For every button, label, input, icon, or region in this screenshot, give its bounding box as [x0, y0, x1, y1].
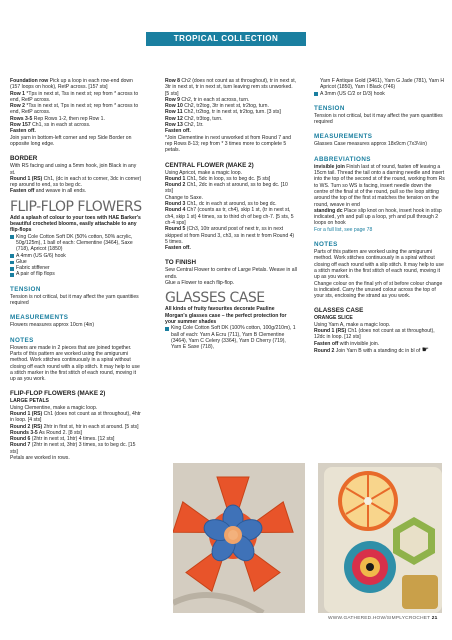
pattern-row: Round 3 Ch1, dc in each st around, ss to beg dc. [165, 201, 277, 208]
pattern-row: Fasten off and weave in all ends. [10, 188, 87, 195]
flower-photo [173, 463, 305, 613]
central-flower-heading: CENTRAL FLOWER (MAKE 2) [165, 161, 254, 169]
materials-continued: Yarn F Antique Gold (3461), Yarn G Jade (781), Yarn H Apricot (1850), Yarn I Black (746) [320, 78, 445, 91]
notes-heading: NOTES [314, 241, 338, 249]
border-heading: BORDER [10, 155, 38, 163]
glasses-case-photo [318, 463, 442, 613]
pattern-row: Using Apricot, make a magic loop. [165, 169, 243, 176]
list-item: A 3mm (US C/2 or D/3) hook [314, 91, 446, 97]
full-list-link[interactable]: For a full list, see page 78 [314, 226, 373, 233]
glasses-case-heading: GLASSES CASE [314, 307, 364, 315]
footer-site[interactable]: WWW.GATHERED.HOW/SIMPLYCROCHET [328, 616, 431, 621]
pattern-row: Row 13 Ch2, 1tr. [165, 122, 204, 129]
measurements-text: Glasses Case measures approx 18x9cm (7x3½in) [314, 141, 427, 148]
notes-text: Flowers are made in 2 pieces that are joined together. [10, 344, 132, 351]
pattern-row: *Join Clementine in next unworked st from Round 7 and rep Rows 8-13; rep from * 3 times more to complete 5 petals. [165, 134, 291, 154]
pattern-row: Fasten off with invisible join. [314, 340, 380, 347]
pattern-row: Round 1 (RS) Ch1, (dc in each st to corner, 3dc in corner) rep around to end, ss to beg dc. [10, 175, 142, 189]
glasses-case-intro: All kinds of fruity favourites decorate Pauline Morgan's glasses case – the perfect protection for your summer shades [165, 306, 287, 325]
finish-text: Sew Central Flower to centre of Large Petals. Weave in all ends. [165, 267, 297, 280]
finish-heading: TO FINISH [165, 259, 197, 267]
flip-flop-intro: Add a splash of colour to your toes with HAE Barker's beautiful crocheted blooms, easily attachable to any flip-flops [10, 214, 141, 234]
materials-list [10, 234, 142, 278]
finish-text: Glue a Flower to each flip-flop. [165, 280, 235, 287]
pattern-row: Using Clementine, make a magic loop. [10, 404, 98, 411]
continue-arrow-icon: ☛ [421, 344, 429, 354]
glasses-case-title: GLASSES CASE [165, 290, 265, 307]
notes-text: Parts of this pattern are worked using the amigurumi method. Work stitches continuously in a spiral without closing off each round with a slip stitch. It may help to use a stitch marker in the first stitch of each round, moving it up as you work. [10, 350, 140, 383]
large-petals-heading: LARGE PETALS [10, 398, 49, 405]
column-left [10, 78, 142, 461]
orange-slice-heading: ORANGE SLICE [314, 315, 353, 322]
pattern-row: Rows 3-5 Rep Rows 1-2, then rep Row 1. [10, 115, 105, 122]
crochet-flower-image [173, 463, 305, 613]
pattern-row: Petals are worked in rows. [10, 455, 70, 462]
tension-text: Tension is not critical, but it may affect the yarn quantities required [314, 112, 443, 126]
crochet-glasses-case-image [318, 463, 442, 613]
make-heading: FLIP-FLOP FLOWERS (MAKE 2) [10, 390, 106, 398]
pattern-row: Round 5 (Ch3, 10tr around post of next tr, ss in next skipped st from Round 3, ch3, ss in next tr from Round 4) 5 times. [165, 226, 295, 245]
pattern-row: Row 10 Ch2, tr2tog, 3tr in next st, tr2tog, turn. [165, 103, 269, 110]
materials-list [165, 325, 297, 350]
pattern-row: Round 1 Ch1, 5dc in loop, ss to beg dc. [5 sts] [165, 175, 271, 182]
page-number: 21 [431, 616, 438, 621]
pattern-row: Round 7 (2htr in next st, 3htr) 3 times, ss to beg dc. [15 sts] [10, 442, 136, 455]
pattern-row: Round 2 Join Yarn B with a standing dc in bl of ☛ [314, 344, 429, 354]
pattern-row: Rounds 3-5 As Round 2. [8 sts] [10, 429, 82, 436]
abbreviation-entry: standing dc Place slip knot on hook, insert hook in st/sp indicated, yrh and pull up a loop, yrh and pull through 2 loops on hook [314, 207, 442, 227]
pattern-row: Using Yarn A, make a magic loop. [314, 321, 391, 328]
pattern-row: Fasten off. [165, 245, 191, 252]
measurements-text: Flowers measures approx 10cm (4in) [10, 322, 95, 329]
list-item: King Cole Cotton Soft DK (50% cotton, 50% acrylic, 50g/125m), 1 ball of each: Clementine (3464), Saxe (718), Apricot (1850) [10, 234, 142, 253]
pattern-row: Round 2 (RS) 2htr in first st, htr in each st around. [5 sts] [10, 423, 139, 430]
list-item: A pair of flip flops [10, 271, 142, 277]
pattern-row: Row 8 Ch2 (does not count as st throughout), tr in next st, 3tr in next st, tr in next st, turn leaving rem sts unworked. [5 sts] [165, 78, 297, 97]
pattern-row: Row 2 *Tss in next st, Tps in next st; rep from * across to end, RetP across. [10, 103, 139, 116]
column-middle [165, 78, 297, 350]
pattern-row: Change to Saxe. [165, 194, 203, 201]
tension-heading: TENSION [10, 285, 41, 293]
pattern-row: Row 1 *Tps in next st, Tss in next st; rep from * across to end, RetP across. [10, 90, 139, 103]
pattern-row: Fasten off. [165, 128, 191, 135]
pattern-row: Fasten off. [10, 128, 36, 135]
measurements-heading: MEASUREMENTS [10, 314, 69, 322]
section-banner: TROPICAL COLLECTION [146, 32, 306, 46]
notes-text: Change colour on the final yrh of st before colour change is indicated. Carry the unused colour across the top of your sts, enclosing the strand as you work. [314, 280, 443, 300]
notes-text: Parts of this pattern are worked using the amigurumi method. Work stitches continuously in a spiral without closing off each round with a slip stitch. It may help to use a stitch marker in the first stitch of each round, moving it up as you work. [314, 249, 444, 281]
pattern-row: Round 1 (RS) Ch1 (does not count as st throughout), 12dc in loop. [12 sts] [314, 328, 435, 341]
pattern-row: Row 12 Ch2, tr3tog, turn. [165, 115, 223, 122]
list-item: Fabric stiffener [10, 265, 142, 271]
abbreviation-entry: invisible join Finish last st of round, fasten off leaving a 15cm tail. Thread the tail onto a darning needle and insert into the top of the second st of the round, working from Rs to WS. Turn so WS is facing, insert needle down the centre of the final st of the round, pull so the loop sitting around the top of the first st matches the tension on the round, weave in end [314, 163, 445, 208]
abbreviations-heading: ABBREVIATIONS [314, 155, 371, 163]
list-item: King Cole Cotton Soft DK (100% cotton, 100g/210m), 1 ball of each: Yarn A Ecru (711), Yarn B Clementine (3464), Yarn C Celery (3364), Yarn D Cherry (719), Yarn E Saxe (718), [165, 325, 297, 350]
pattern-row: Foundation row Pick up a loop in each row-end down (157 loops on hook), RetP across. [157 sts] [10, 78, 133, 91]
list-item: A 4mm (US G/6) hook [10, 253, 142, 259]
materials-list [314, 91, 446, 97]
pattern-row: Round 2 Ch1, 2dc in each st around, ss to beg dc. [10 sts] [165, 182, 288, 195]
pattern-row: Row 11 Ch2, tr2tog, tr in next st, tr2tog, turn. [3 sts] [165, 109, 281, 116]
pattern-row: Row 157 Ch1, ss in each st across. [10, 122, 91, 129]
tension-text: Tension is not critical, but it may affect the yarn quantities required [10, 293, 139, 307]
pattern-row: Row 9 Ch2, tr in each st across, turn. [165, 96, 250, 103]
notes-heading: NOTES [10, 336, 34, 344]
column-right [314, 78, 446, 354]
tension-heading: TENSION [314, 104, 345, 112]
pattern-row: Round 4 Ch7 (counts as tr, ch4), skip 1 st, (tr in next st, ch4, skip 1 st) 4 times, ss to third ch of beg ch-7. [5 sts, 5 ch-4 sps] [165, 207, 294, 226]
page-footer [328, 616, 438, 622]
measurements-heading: MEASUREMENTS [314, 133, 373, 141]
pattern-row: With RS facing and using a 5mm hook, join Black in any st. [10, 163, 137, 176]
pattern-row: Round 6 (2htr in next st, 1htr) 4 times. [12 sts] [10, 436, 115, 443]
pattern-row: Round 1 (RS) Ch1 (does not count as st throughout), 4htr in loop. [4 sts] [10, 410, 141, 424]
intro-rows [10, 78, 142, 147]
flip-flop-title: FLIP-FLOP FLOWERS [10, 198, 142, 215]
list-item: Glue [10, 259, 142, 265]
pattern-row: Join yarn in bottom-left corner and rep Side Border on opposite long edge. [10, 134, 132, 147]
